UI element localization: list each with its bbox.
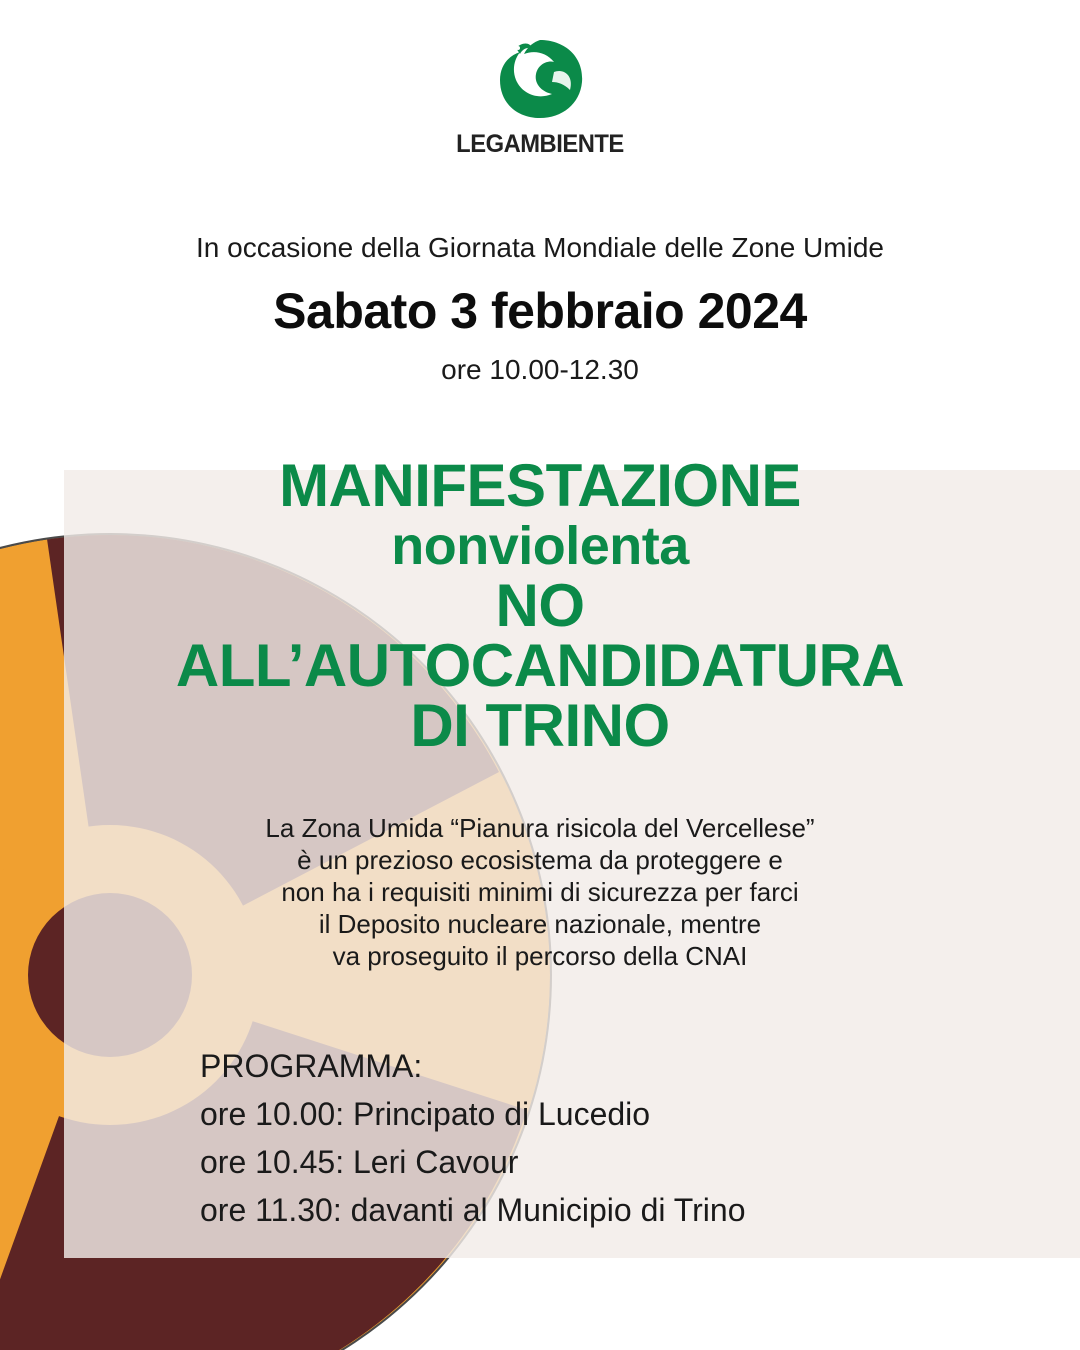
headline-line: MANIFESTAZIONE xyxy=(279,452,801,519)
swan-icon xyxy=(494,38,586,120)
program-title: PROGRAMMA: xyxy=(200,1048,423,1084)
logo-text: LEGAMBIENTE xyxy=(456,130,624,158)
program-item: ore 10.45: Leri Cavour xyxy=(200,1144,519,1180)
headline-line: ALL’AUTOCANDIDATURA xyxy=(175,632,905,699)
description-line: il Deposito nucleare nazionale, mentre xyxy=(318,909,762,939)
event-date: Sabato 3 febbraio 2024 xyxy=(273,283,807,339)
description-line: La Zona Umida “Pianura risicola del Vercellese” xyxy=(265,813,815,843)
event-hours: ore 10.00-12.30 xyxy=(441,354,639,385)
headline-line: NO xyxy=(495,572,585,639)
description-line: non ha i requisiti minimi di sicurezza per farci xyxy=(281,877,799,907)
legambiente-logo xyxy=(0,38,1080,159)
description xyxy=(0,812,1080,972)
program xyxy=(200,1042,746,1234)
description-line: è un prezioso ecosistema da proteggere e xyxy=(297,845,783,875)
program-item: ore 11.30: davanti al Municipio di Trino xyxy=(200,1192,746,1228)
program-item: ore 10.00: Principato di Lucedio xyxy=(200,1096,651,1132)
description-line: va proseguito il percorso della CNAI xyxy=(332,941,748,971)
event-intro: In occasione della Giornata Mondiale delle Zone Umide xyxy=(196,232,884,263)
headline-line: nonviolenta xyxy=(391,516,689,576)
headline xyxy=(0,452,1080,759)
headline-line: DI TRINO xyxy=(410,692,670,759)
